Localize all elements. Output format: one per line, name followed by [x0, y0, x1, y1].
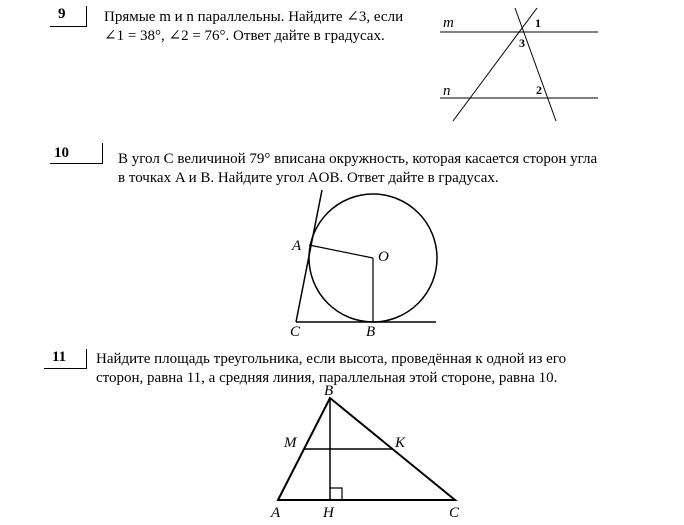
label-angle-3: 3 [519, 36, 525, 50]
label-A: A [271, 505, 281, 521]
label-H: H [323, 505, 334, 521]
problem-number-10: 10 [50, 145, 102, 167]
problem-9-figure [435, 5, 605, 125]
label-angle-1: 1 [535, 16, 541, 30]
label-B: B [324, 383, 334, 399]
label-O: O [378, 249, 389, 265]
label-n: n [443, 83, 451, 99]
label-A: A [292, 238, 302, 254]
problem-number-11: 11 [44, 349, 86, 371]
problem-10-text: В угол C величиной 79° вписана окружность, которая касается сторон угла в точках A и B. Найдите угол AOB. Ответ дайте в градусах. [118, 151, 598, 186]
problem-11-figure [265, 382, 465, 525]
side-CA [296, 190, 322, 322]
problem-number-9: 9 [50, 6, 86, 28]
label-K: K [395, 435, 406, 451]
right-angle-mark [330, 488, 342, 500]
problem-9-text: Прямые m и n параллельны. Найдите ∠3, если ∠1 = 38°, ∠2 = 76°. Ответ дайте в градусах. [104, 9, 404, 44]
label-M: M [284, 435, 297, 451]
label-C: C [449, 505, 460, 521]
transversal-left [453, 8, 537, 121]
problem-10-figure [280, 185, 445, 340]
radius-OA [309, 245, 373, 258]
label-angle-2: 2 [536, 83, 542, 97]
label-m: m [443, 15, 454, 31]
label-C: C [290, 324, 301, 340]
problem-11-text: Найдите площадь треугольника, если высота, проведённая к одной из его сторон, равна 11, а средняя линия, параллельная этой стороне, равна 10. [96, 351, 567, 386]
label-B: B [366, 324, 376, 340]
